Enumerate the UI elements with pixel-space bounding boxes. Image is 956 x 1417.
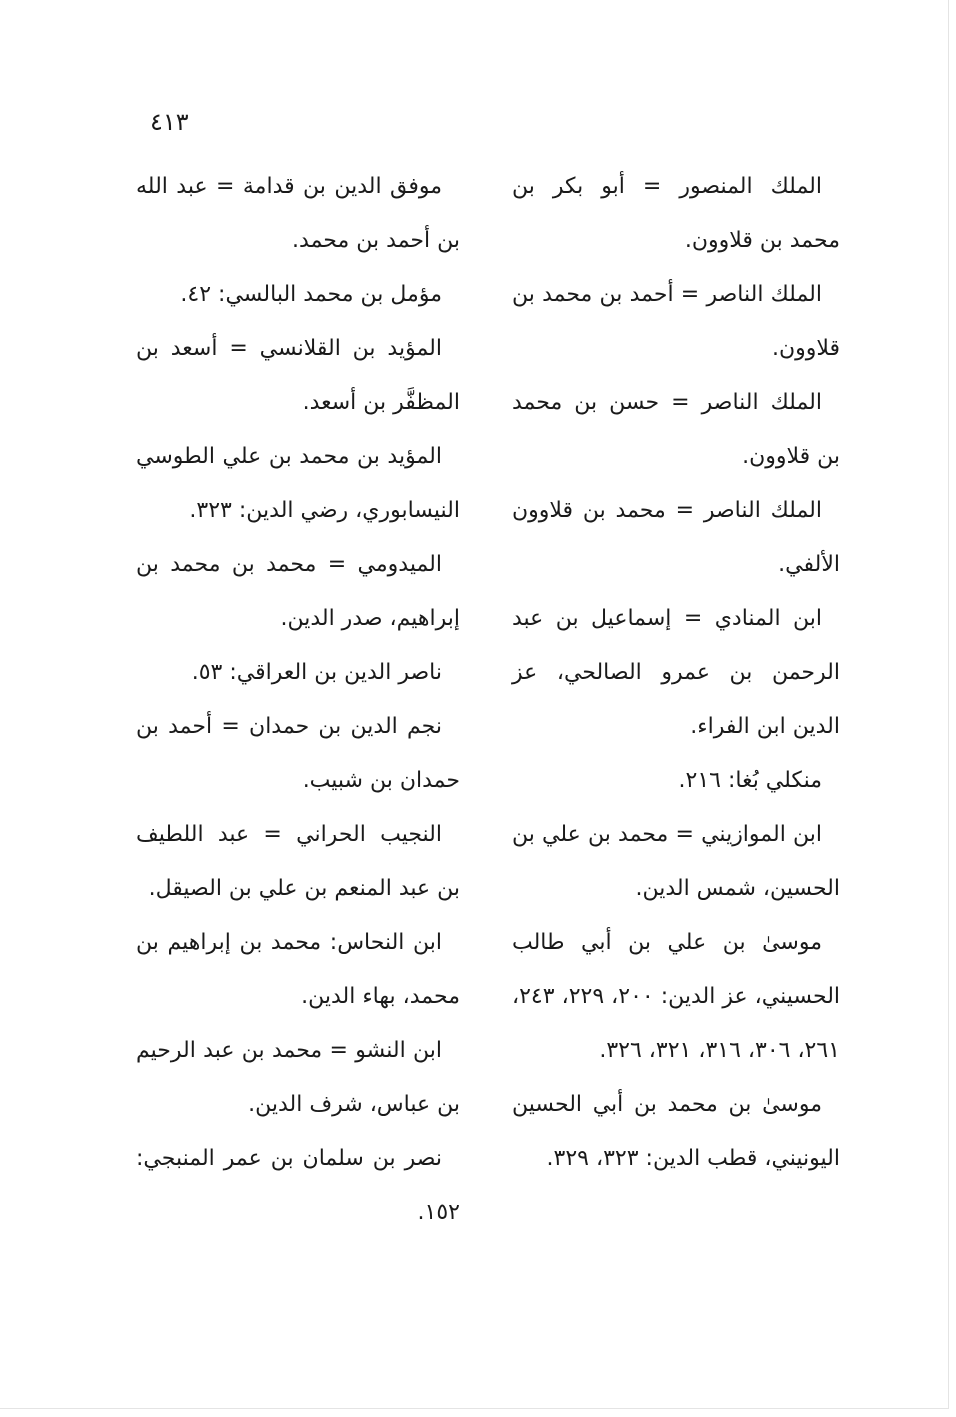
index-entry: الميدومي = محمد بن محمد بن إبراهيم، صدر الدين. (136, 552, 460, 631)
index-entry: مؤمل بن محمد البالسي: ٤٢. (180, 282, 442, 307)
index-entry: موسىٰ بن علي بن أبي طالب الحسيني، عز الدين: ٢٠٠، ٢٢٩، ٢٤٣، ٢٦١، ٣٠٦، ٣١٦، ٣٢١، ٣٢٦. (512, 930, 841, 1063)
index-entry: الملك الناصر = حسن بن محمد بن قلاوون. (512, 390, 840, 469)
index-entry: موسىٰ بن محمد بن أبي الحسين اليونيني، قطب الدين: ٣٢٣، ٣٢٩. (512, 1092, 840, 1171)
index-entry: المؤيد بن القلانسي = أسعد بن المظفَّر بن أسعد. (136, 336, 460, 415)
index-entry: ابن النحاس: محمد بن إبراهيم بن محمد، بهاء الدين. (136, 930, 460, 1009)
index-entry: ناصر الدين بن العراقي: ٥٣. (191, 660, 442, 685)
index-entry: ابن النشو = محمد بن عبد الرحيم بن عباس، شرف الدين. (136, 1038, 460, 1117)
index-entry: النجيب الحراني = عبد اللطيف بن عبد المنعم بن علي بن الصيقل. (136, 822, 460, 901)
index-entry: نصر بن سلمان بن عمر المنبجي: ١٥٢. (136, 1146, 460, 1225)
index-column-right (512, 160, 840, 1186)
index-entry: ابن الموازيني = محمد بن علي بن الحسين، شمس الدين. (512, 822, 840, 901)
index-entry: الملك الناصر = محمد بن قلاوون الألفي. (512, 498, 840, 577)
index-entry: موفق الدين بن قدامة = عبد الله بن أحمد بن محمد. (136, 174, 460, 253)
index-entry: نجم الدين بن حمدان = أحمد بن حمدان بن شبيب. (136, 714, 460, 793)
index-entry: المؤيد بن محمد بن علي الطوسي النيسابوري، رضي الدين: ٣٢٣. (136, 444, 460, 523)
index-entry: ابن المنادي = إسماعيل بن عبد الرحمن بن عمرو الصالحي، عز الدين ابن الفراء. (512, 606, 840, 739)
index-column-left (136, 160, 460, 1240)
index-entry: الملك الناصر = أحمد بن محمد بن قلاوون. (512, 282, 840, 361)
index-entry: الملك المنصور = أبو بكر بن محمد بن قلاوون. (512, 174, 840, 253)
index-entry: منكلي بُغا: ٢١٦. (678, 768, 822, 793)
page-number: ٤١٣ (150, 108, 189, 136)
